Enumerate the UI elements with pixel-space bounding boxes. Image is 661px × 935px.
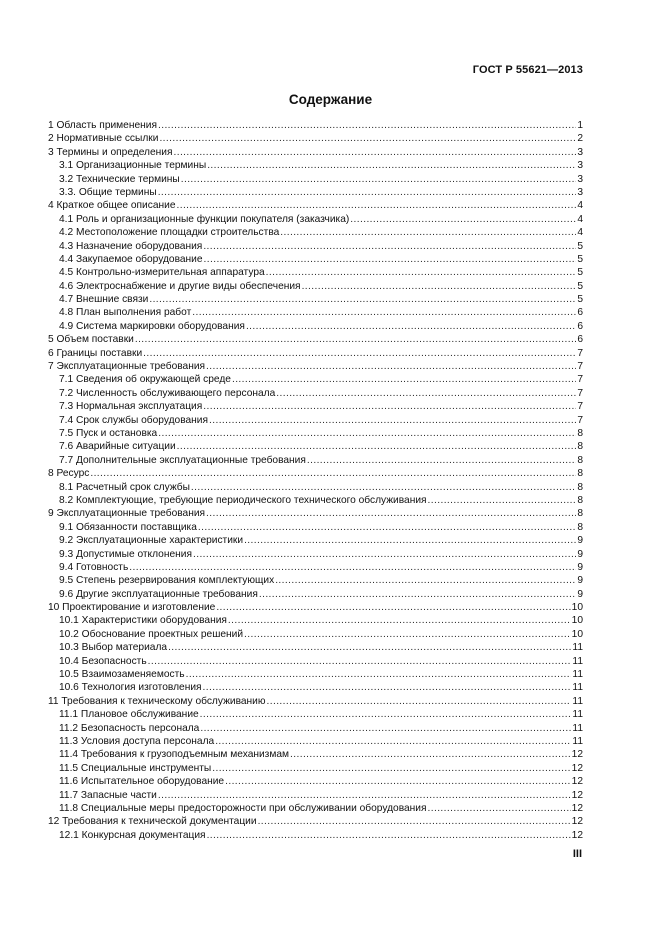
toc-leader-dots (246, 320, 576, 333)
toc-leader-dots (258, 815, 571, 828)
toc-entry-page: 9 (577, 535, 583, 547)
toc-leader-dots (307, 454, 576, 467)
toc-entry[interactable] (48, 775, 583, 788)
toc-entry-page: 11 (572, 642, 583, 654)
toc-entry[interactable] (48, 521, 583, 534)
toc-entry[interactable] (48, 119, 583, 132)
toc-entry[interactable] (48, 481, 583, 494)
toc-leader-dots (204, 253, 577, 266)
toc-entry-label: 2 Нормативные ссылки (48, 133, 159, 145)
toc-leader-dots (215, 735, 571, 748)
toc-entry[interactable] (48, 199, 583, 212)
toc-entry-page: 3 (577, 173, 583, 185)
toc-entry-page: 9 (577, 588, 583, 600)
toc-entry[interactable] (48, 427, 583, 440)
toc-leader-dots (186, 668, 572, 681)
toc-leader-dots (275, 574, 576, 587)
toc-entry-page: 7 (577, 387, 583, 399)
toc-entry-page: 11 (572, 682, 583, 694)
toc-entry[interactable] (48, 240, 583, 253)
toc-leader-dots (173, 146, 576, 159)
toc-entry-label: 7 Эксплуатационные требования (48, 361, 206, 373)
toc-entry[interactable] (48, 507, 583, 520)
toc-leader-dots (350, 213, 576, 226)
toc-entry-page: 12 (571, 829, 583, 841)
toc-leader-dots (143, 347, 576, 360)
toc-entry[interactable] (48, 601, 583, 614)
toc-entry-page: 12 (571, 816, 583, 828)
toc-entry-page: 12 (571, 762, 583, 774)
toc-entry-label: 7.6 Аварийные ситуации (59, 441, 176, 453)
toc-entry-page: 8 (577, 468, 583, 480)
toc-entry[interactable] (48, 347, 583, 360)
toc-entry-page: 7 (577, 414, 583, 426)
toc-leader-dots (200, 722, 571, 735)
toc-entry[interactable] (48, 655, 583, 668)
toc-entry-label: 1 Область применения (48, 120, 157, 131)
toc-entry-page: 2 (577, 133, 583, 145)
toc-entry[interactable] (48, 280, 583, 293)
toc-entry-label: 3.2 Технические термины (59, 173, 180, 185)
toc-entry[interactable] (48, 414, 583, 427)
toc-entry[interactable] (48, 802, 583, 815)
toc-entry-page: 11 (572, 722, 583, 734)
toc-entry-label: 4.4 Закупаемое оборудование (59, 253, 203, 265)
toc-entry[interactable] (48, 333, 583, 346)
toc-entry[interactable] (48, 454, 583, 467)
toc-leader-dots (428, 802, 571, 815)
toc-entry-page: 12 (571, 789, 583, 801)
toc-leader-dots (168, 641, 571, 654)
toc-entry[interactable] (48, 735, 583, 748)
toc-entry-label: 5 Объем поставки (48, 334, 134, 346)
table-of-contents (48, 119, 583, 842)
toc-entry[interactable] (48, 213, 583, 226)
toc-leader-dots (232, 373, 576, 386)
toc-entry-label: 11.4 Требования к грузоподъемным механизмам (59, 749, 290, 761)
toc-entry[interactable] (48, 360, 583, 373)
toc-entry-label: 10.3 Выбор материала (59, 642, 168, 654)
toc-leader-dots (244, 628, 571, 641)
toc-entry-page: 12 (571, 802, 583, 814)
toc-entry[interactable] (48, 708, 583, 721)
toc-entry[interactable] (48, 548, 583, 561)
toc-entry-page: 11 (572, 655, 583, 667)
toc-entry-label: 9.3 Допустимые отклонения (59, 548, 192, 560)
toc-entry-page: 6 (577, 307, 583, 319)
toc-entry-label: 11.1 Плановое обслуживание (59, 709, 199, 721)
toc-entry-page: 3 (577, 160, 583, 172)
toc-entry-label: 8.1 Расчетный срок службы (59, 481, 190, 493)
toc-entry-page: 6 (577, 334, 583, 346)
toc-entry-label: 9.2 Эксплуатационные характеристики (59, 535, 244, 547)
toc-entry[interactable] (48, 132, 583, 145)
toc-entry-label: 10.4 Безопасность (59, 655, 147, 667)
toc-leader-dots (203, 240, 576, 253)
toc-entry[interactable] (48, 628, 583, 641)
toc-entry-page: 8 (577, 441, 583, 453)
toc-entry-label: 4 Краткое общее описание (48, 200, 176, 212)
toc-entry-page: 8 (577, 454, 583, 466)
toc-entry-page: 12 (571, 776, 583, 788)
toc-entry[interactable] (48, 534, 583, 547)
toc-leader-dots (225, 775, 571, 788)
toc-entry-page: 11 (572, 709, 583, 721)
toc-entry-label: 4.8 План выполнения работ (59, 307, 192, 319)
toc-entry-label: 9.5 Степень резервирования комплектующих (59, 575, 275, 587)
toc-entry-label: 11.8 Специальные меры предосторожности при обслуживании оборудования (59, 802, 427, 814)
toc-entry-page: 3 (577, 146, 583, 158)
toc-leader-dots (181, 173, 577, 186)
page-title: Содержание (288, 92, 373, 107)
toc-leader-dots (149, 293, 576, 306)
toc-leader-dots (129, 561, 576, 574)
toc-leader-dots (266, 266, 577, 279)
toc-entry-page: 9 (577, 561, 583, 573)
toc-entry-label: 3.3. Общие термины (59, 186, 157, 198)
toc-entry[interactable] (48, 306, 583, 319)
toc-entry-label: 10.2 Обоснование проектных решений (59, 628, 244, 640)
toc-entry[interactable] (48, 400, 583, 413)
toc-leader-dots (228, 614, 571, 627)
toc-leader-dots (212, 762, 570, 775)
toc-leader-dots (206, 360, 576, 373)
toc-entry-label: 7.1 Сведения об окружающей среде (59, 374, 231, 386)
toc-entry-label: 3 Термины и определения (48, 146, 173, 158)
toc-entry[interactable] (48, 695, 583, 708)
toc-leader-dots (244, 534, 576, 547)
toc-entry[interactable] (48, 614, 583, 627)
toc-leader-dots (302, 280, 577, 293)
toc-entry-label: 7.2 Численность обслуживающего персонала (59, 387, 276, 399)
toc-entry[interactable] (48, 668, 583, 681)
toc-entry[interactable] (48, 561, 583, 574)
toc-leader-dots (135, 333, 576, 346)
toc-entry-label: 9.6 Другие эксплуатационные требования (59, 588, 258, 600)
toc-entry[interactable] (48, 173, 583, 186)
toc-entry-label: 6 Границы поставки (48, 347, 143, 359)
toc-entry[interactable] (48, 159, 583, 172)
toc-leader-dots (159, 132, 576, 145)
toc-entry-label: 4.2 Местоположение площадки строительства (59, 227, 280, 239)
toc-leader-dots (177, 440, 577, 453)
toc-entry[interactable] (48, 574, 583, 587)
toc-leader-dots (280, 226, 576, 239)
toc-leader-dots (193, 548, 576, 561)
toc-entry-label: 4.7 Внешние связи (59, 294, 149, 306)
toc-entry-label: 4.9 Система маркировки оборудования (59, 320, 245, 332)
toc-leader-dots (192, 306, 576, 319)
toc-entry-label: 4.3 Назначение оборудования (59, 240, 203, 252)
toc-entry-page: 5 (577, 240, 583, 252)
toc-entry[interactable] (48, 494, 583, 507)
toc-entry-label: 11 Требования к техническому обслуживанию (48, 695, 266, 707)
toc-entry-page: 11 (572, 695, 583, 707)
toc-leader-dots (90, 467, 576, 480)
toc-entry[interactable] (48, 748, 583, 761)
toc-leader-dots (209, 414, 576, 427)
toc-entry-label: 10 Проектирование и изготовление (48, 602, 216, 614)
toc-entry-page: 10 (571, 628, 583, 640)
toc-entry-page: 5 (577, 267, 583, 279)
toc-leader-dots (267, 695, 572, 708)
toc-entry[interactable] (48, 722, 583, 735)
toc-leader-dots (158, 186, 577, 199)
toc-entry-label: 4.6 Электроснабжение и другие виды обеспечения (59, 280, 301, 292)
toc-entry[interactable] (48, 266, 583, 279)
toc-entry-label: 11.2 Безопасность персонала (59, 722, 200, 734)
toc-entry-page: 8 (577, 481, 583, 493)
toc-entry-page: 7 (577, 374, 583, 386)
toc-entry-page: 9 (577, 575, 583, 587)
toc-entry[interactable] (48, 293, 583, 306)
toc-entry[interactable] (48, 186, 583, 199)
toc-entry[interactable] (48, 387, 583, 400)
toc-entry-label: 7.3 Нормальная эксплуатация (59, 401, 203, 413)
toc-leader-dots (200, 708, 572, 721)
toc-entry-label: 10.6 Технология изготовления (59, 682, 202, 694)
toc-entry-label: 12.1 Конкурсная документация (59, 829, 206, 841)
toc-leader-dots (206, 507, 576, 520)
toc-entry-label: 9 Эксплуатационные требования (48, 508, 206, 520)
toc-leader-dots (158, 427, 576, 440)
toc-entry-label: 4.5 Контрольно-измерительная аппаратура (59, 267, 265, 279)
toc-entry-page: 9 (577, 548, 583, 560)
toc-entry-label: 7.4 Срок службы оборудования (59, 414, 209, 426)
toc-entry-label: 10.5 Взаимозаменяемость (59, 669, 185, 681)
toc-leader-dots (198, 521, 576, 534)
toc-entry-page: 1 (577, 120, 583, 131)
toc-leader-dots (428, 494, 577, 507)
toc-leader-dots (148, 655, 572, 668)
toc-leader-dots (176, 199, 576, 212)
toc-entry-page: 3 (577, 186, 583, 198)
toc-leader-dots (158, 789, 571, 802)
toc-leader-dots (203, 400, 576, 413)
toc-leader-dots (191, 481, 576, 494)
toc-leader-dots (259, 588, 576, 601)
toc-entry[interactable] (48, 588, 583, 601)
toc-entry-label: 7.7 Дополнительные эксплуатационные требования (59, 454, 306, 466)
toc-entry[interactable] (48, 681, 583, 694)
toc-entry-page: 8 (577, 508, 583, 520)
toc-entry-label: 7.5 Пуск и остановка (59, 427, 158, 439)
toc-entry[interactable] (48, 373, 583, 386)
toc-entry-page: 7 (577, 361, 583, 373)
toc-entry[interactable] (48, 320, 583, 333)
toc-entry-label: 4.1 Роль и организационные функции покупателя (заказчика) (59, 213, 350, 225)
toc-entry[interactable] (48, 815, 583, 828)
toc-entry-page: 4 (577, 213, 583, 225)
toc-entry-page: 10 (571, 602, 583, 614)
toc-entry-label: 9.1 Обязанности поставщика (59, 521, 197, 533)
toc-entry[interactable] (48, 762, 583, 775)
toc-entry-label: 10.1 Характеристики оборудования (59, 615, 227, 627)
page-number: III (572, 848, 582, 860)
toc-entry-page: 7 (577, 401, 583, 413)
standard-designation: ГОСТ Р 55621—2013 (472, 64, 583, 76)
toc-entry-page: 10 (571, 615, 583, 627)
toc-entry-page: 5 (577, 253, 583, 265)
toc-leader-dots (207, 829, 571, 842)
toc-leader-dots (207, 159, 576, 172)
toc-entry-label: 12 Требования к технической документации (48, 816, 257, 828)
toc-entry-label: 8 Ресурс (48, 468, 90, 480)
toc-entry-label: 11.7 Запасные части (59, 789, 157, 801)
toc-entry[interactable] (48, 829, 583, 842)
toc-entry-page: 7 (577, 347, 583, 359)
toc-entry-label: 11.5 Специальные инструменты (59, 762, 212, 774)
toc-entry-page: 8 (577, 521, 583, 533)
toc-leader-dots (216, 601, 570, 614)
toc-entry[interactable] (48, 467, 583, 480)
toc-entry-page: 11 (572, 735, 583, 747)
toc-entry-label: 11.3 Условия доступа персонала (59, 735, 215, 747)
toc-entry-page: 4 (577, 200, 583, 212)
toc-entry-page: 5 (577, 294, 583, 306)
toc-entry-page: 6 (577, 320, 583, 332)
toc-leader-dots (203, 681, 572, 694)
toc-entry-label: 9.4 Готовность (59, 561, 129, 573)
toc-entry-page: 8 (577, 494, 583, 506)
toc-entry[interactable] (48, 146, 583, 159)
toc-entry-page: 11 (572, 669, 583, 681)
toc-entry-page: 8 (577, 427, 583, 439)
toc-entry-page: 4 (577, 227, 583, 239)
toc-entry-label: 11.6 Испытательное оборудование (59, 776, 225, 788)
toc-entry[interactable] (48, 641, 583, 654)
toc-entry[interactable] (48, 226, 583, 239)
toc-leader-dots (290, 748, 571, 761)
toc-leader-dots (276, 387, 576, 400)
toc-entry[interactable] (48, 253, 583, 266)
toc-entry-page: 5 (577, 280, 583, 292)
toc-entry-page: 12 (571, 749, 583, 761)
toc-entry-label: 3.1 Организационные термины (59, 160, 207, 172)
toc-leader-dots (158, 119, 576, 132)
toc-entry[interactable] (48, 789, 583, 802)
toc-entry-label: 8.2 Комплектующие, требующие периодического технического обслуживания (59, 494, 427, 506)
toc-entry[interactable] (48, 440, 583, 453)
